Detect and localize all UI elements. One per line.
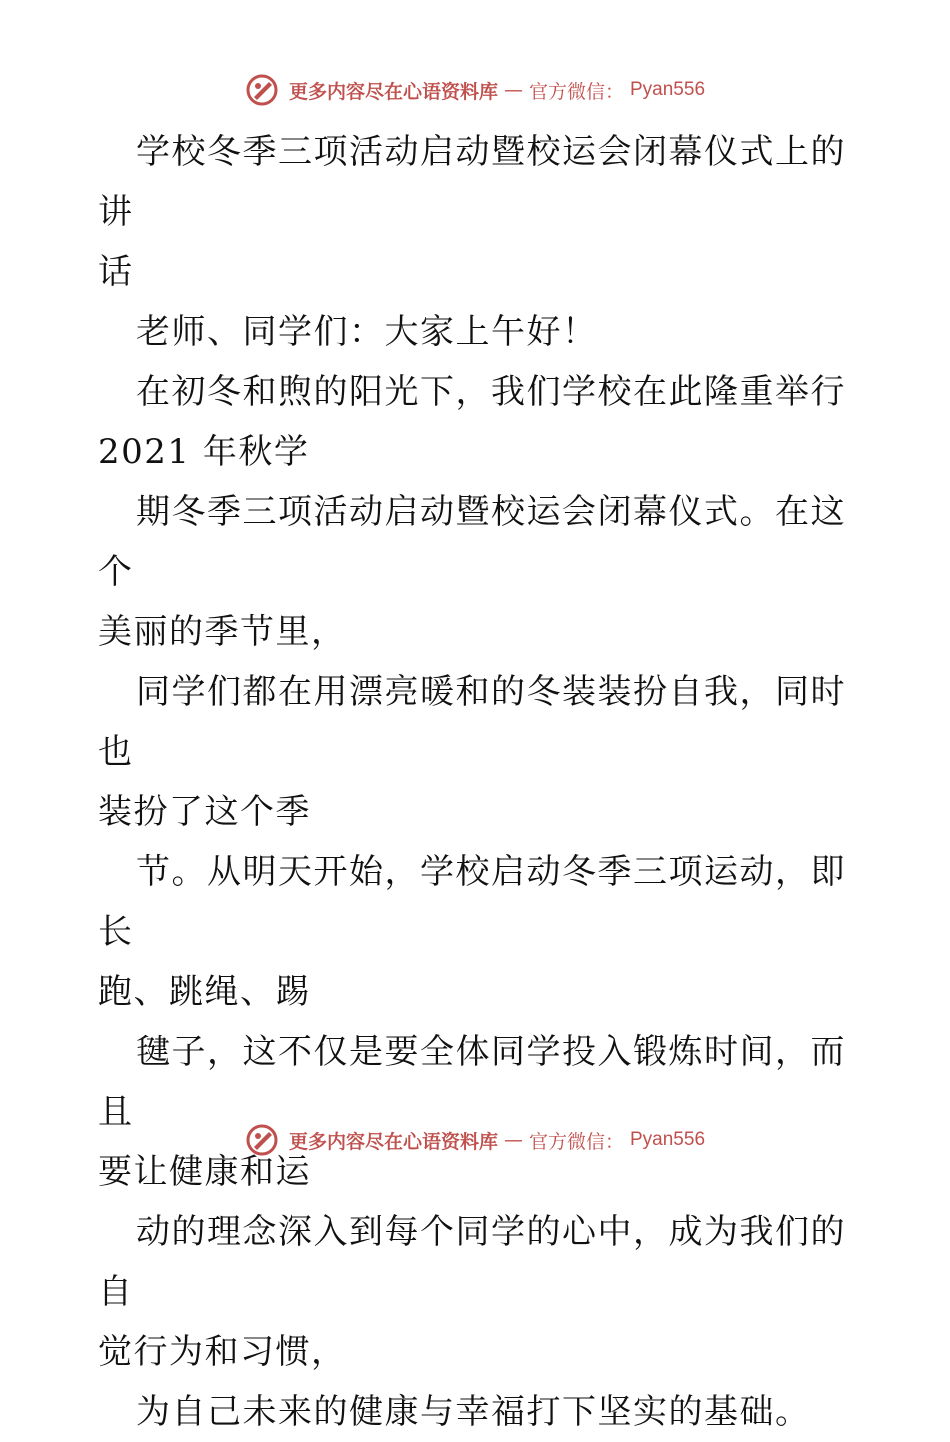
paragraph-1 bbox=[98, 122, 858, 302]
text-line: 在初冬和煦的阳光下，我们学校在此隆重举行 bbox=[136, 372, 846, 412]
paragraph-2 bbox=[98, 302, 858, 362]
watermark-id: Pyan556 bbox=[630, 79, 706, 100]
document-body bbox=[98, 122, 858, 1442]
text-line: 觉行为和习惯， bbox=[98, 1332, 347, 1372]
watermark-separator: — bbox=[503, 1129, 523, 1151]
paragraph-6 bbox=[98, 842, 858, 1022]
brand-logo-icon bbox=[245, 73, 279, 107]
text-line: 老师、同学们：大家上午好！ bbox=[136, 312, 598, 352]
text-line: 毽子，这不仅是要全体同学投入锻炼时间，而且 bbox=[98, 1032, 846, 1132]
text-line: 2021 年秋学 bbox=[98, 432, 310, 472]
footer-watermark bbox=[0, 1120, 950, 1160]
text-line: 要让健康和运 bbox=[98, 1152, 311, 1192]
text-line: 话 bbox=[98, 252, 134, 292]
text-line: 节。从明天开始，学校启动冬季三项运动，即长 bbox=[98, 852, 846, 952]
text-line: 为自己未来的健康与幸福打下坚实的基础。 bbox=[136, 1392, 811, 1432]
text-line: 装扮了这个季 bbox=[98, 792, 311, 832]
watermark-brand: 更多内容尽在心语资料库 bbox=[288, 1130, 498, 1153]
paragraph-9 bbox=[98, 1382, 858, 1442]
text-line: 动的理念深入到每个同学的心中，成为我们的自 bbox=[98, 1212, 846, 1312]
text-line: 期冬季三项活动启动暨校运会闭幕仪式。在这个 bbox=[98, 492, 846, 592]
text-line: 美丽的季节里， bbox=[98, 612, 347, 652]
paragraph-5 bbox=[98, 662, 858, 842]
text-line: 同学们都在用漂亮暖和的冬装装扮自我，同时也 bbox=[98, 672, 846, 772]
watermark-id: Pyan556 bbox=[630, 1129, 706, 1150]
paragraph-7 bbox=[98, 1022, 858, 1202]
watermark-label: 官方微信： bbox=[528, 1130, 624, 1153]
paragraph-4 bbox=[98, 482, 858, 662]
paragraph-8 bbox=[98, 1202, 858, 1382]
text-line: 学校冬季三项活动启动暨校运会闭幕仪式上的讲 bbox=[98, 132, 846, 232]
brand-logo-icon bbox=[245, 1123, 279, 1157]
paragraph-3 bbox=[98, 362, 858, 482]
watermark-label: 官方微信： bbox=[528, 80, 624, 103]
watermark-separator: — bbox=[503, 79, 523, 101]
watermark-brand: 更多内容尽在心语资料库 bbox=[288, 80, 498, 103]
header-watermark bbox=[0, 70, 950, 110]
text-line: 跑、跳绳、踢 bbox=[98, 972, 311, 1012]
